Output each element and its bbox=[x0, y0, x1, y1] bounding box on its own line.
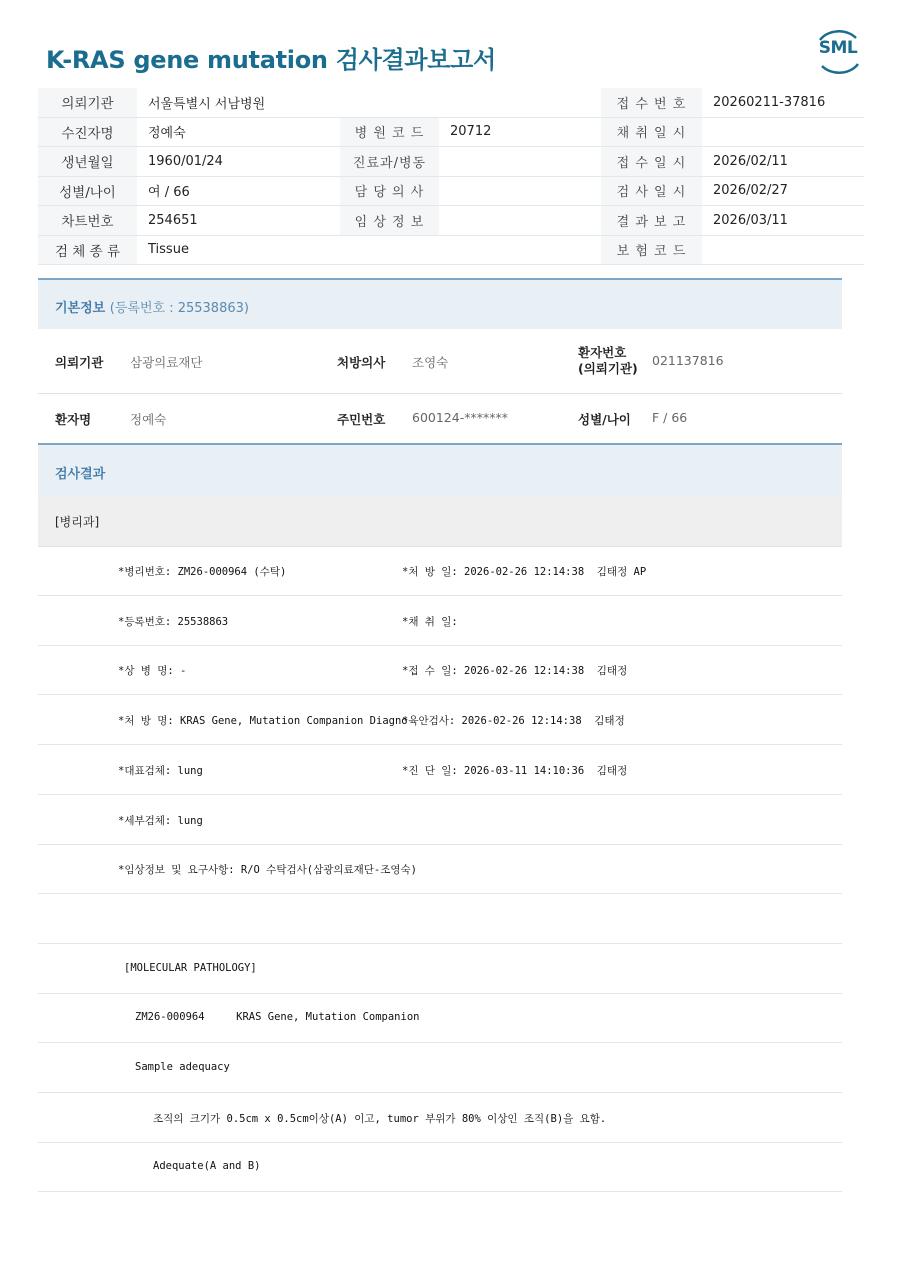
basic-info-row-2 bbox=[38, 393, 842, 443]
info-label: 결 과 보 고 bbox=[601, 206, 702, 236]
pathology-dept-row bbox=[38, 496, 842, 547]
info-value: 20712 bbox=[439, 117, 601, 147]
info-value bbox=[439, 206, 601, 236]
info-value: 여 / 66 bbox=[137, 176, 340, 206]
result-row-left: *임상정보 및 요구사항: R/O 수탁검사(삼광의료재단-조영숙) bbox=[118, 864, 418, 877]
patient-info-table bbox=[38, 88, 864, 265]
result-row-left: Adequate(A and B) bbox=[153, 1160, 261, 1173]
requesting-institution-label: 의뢰기관 bbox=[55, 355, 104, 370]
result-row-left: *등록번호: 25538863 bbox=[118, 615, 229, 628]
info-label: 담 당 의 사 bbox=[340, 176, 439, 206]
patient-number-label-line1: 환자번호 bbox=[578, 345, 627, 360]
sml-logo bbox=[812, 30, 864, 76]
info-row bbox=[38, 88, 864, 117]
sex-age-value: F / 66 bbox=[652, 410, 688, 425]
result-row bbox=[38, 546, 842, 596]
info-label: 접 수 일 시 bbox=[601, 147, 702, 177]
basic-info-row-1 bbox=[38, 329, 842, 394]
prescribing-doctor-value: 조영숙 bbox=[412, 355, 449, 370]
result-row-left: *처 방 명: KRAS Gene, Mutation Companion Diagno bbox=[118, 715, 408, 728]
info-label: 보 험 코 드 bbox=[601, 235, 702, 265]
basic-info-header bbox=[38, 278, 842, 329]
info-value: 정예숙 bbox=[137, 117, 340, 147]
basic-info-title: 기본정보 bbox=[55, 301, 106, 316]
logo-text: SML bbox=[818, 38, 858, 58]
result-row bbox=[38, 596, 842, 646]
info-label: 수진자명 bbox=[38, 117, 137, 147]
info-value bbox=[439, 147, 601, 177]
info-value: 2026/03/11 bbox=[702, 206, 864, 236]
prescribing-doctor-label: 처방의사 bbox=[337, 355, 386, 370]
info-row bbox=[38, 235, 864, 265]
info-value: Tissue bbox=[137, 235, 340, 265]
result-row-left: *병리번호: ZM26-000964 (수탁) bbox=[118, 566, 287, 578]
info-label bbox=[340, 235, 439, 265]
info-value bbox=[439, 88, 601, 117]
info-label: 진료과/병동 bbox=[340, 147, 439, 177]
patient-number-label-line2: (의뢰기관) bbox=[578, 361, 638, 376]
result-row-right: *접 수 일: 2026-02-26 12:14:38 김태정 bbox=[402, 665, 628, 678]
info-label bbox=[340, 88, 439, 117]
result-row bbox=[38, 844, 842, 894]
info-label: 생년월일 bbox=[38, 147, 137, 177]
info-row bbox=[38, 147, 864, 177]
results-title: 검사결과 bbox=[55, 467, 106, 482]
info-value: 20260211-37816 bbox=[702, 88, 864, 117]
sex-age-label: 성별/나이 bbox=[578, 412, 631, 427]
results-header bbox=[38, 443, 842, 496]
registration-number: (등록번호 : 25538863) bbox=[109, 301, 249, 316]
info-label: 검 체 종 류 bbox=[38, 235, 137, 265]
info-value: 254651 bbox=[137, 206, 340, 236]
patient-name-value: 정예숙 bbox=[130, 412, 167, 427]
info-label: 검 사 일 시 bbox=[601, 176, 702, 206]
info-label: 차트번호 bbox=[38, 206, 137, 236]
result-row-left: ZM26-000964 KRAS Gene, Mutation Companion bbox=[135, 1011, 420, 1024]
info-value bbox=[439, 176, 601, 206]
patient-number-label bbox=[578, 345, 638, 377]
patient-number-value: 021137816 bbox=[652, 353, 724, 368]
pathology-dept-label: [병리과] bbox=[55, 515, 100, 529]
info-label: 접 수 번 호 bbox=[601, 88, 702, 117]
result-row bbox=[38, 944, 842, 994]
info-value: 서울특별시 서남병원 bbox=[137, 88, 340, 117]
info-value bbox=[439, 235, 601, 265]
result-row-left: Sample adequacy bbox=[135, 1061, 230, 1073]
info-label: 의뢰기관 bbox=[38, 88, 137, 117]
result-row-right: *처 방 일: 2026-02-26 12:14:38 김태정 AP bbox=[402, 566, 647, 578]
info-value: 2026/02/11 bbox=[702, 147, 864, 177]
result-row-left: *대표검체: lung bbox=[118, 764, 203, 777]
result-row-right: *육안검사: 2026-02-26 12:14:38 김태정 bbox=[402, 715, 625, 728]
result-row bbox=[38, 993, 842, 1043]
info-value: 1960/01/24 bbox=[137, 147, 340, 177]
info-value bbox=[702, 235, 864, 265]
resident-number-value: 600124-******* bbox=[412, 410, 508, 425]
requesting-institution-value: 삼광의료재단 bbox=[130, 355, 203, 370]
info-row bbox=[38, 206, 864, 236]
result-row bbox=[38, 795, 842, 845]
result-row bbox=[38, 1142, 842, 1192]
info-label: 채 취 일 시 bbox=[601, 117, 702, 147]
result-row bbox=[38, 1043, 842, 1093]
info-label: 임 상 정 보 bbox=[340, 206, 439, 236]
result-row-left: 조직의 크기가 0.5cm x 0.5cm이상(A) 이고, tumor 부위가 80% 이상인 조직(B)을 요함. bbox=[153, 1112, 607, 1125]
info-label: 병 원 코 드 bbox=[340, 117, 439, 147]
result-row bbox=[38, 695, 842, 745]
info-value bbox=[702, 117, 864, 147]
info-row bbox=[38, 117, 864, 147]
info-row bbox=[38, 176, 864, 206]
resident-number-label: 주민번호 bbox=[337, 412, 386, 427]
result-row-right: *채 취 일: bbox=[402, 615, 458, 628]
result-row-left: [MOLECULAR PATHOLOGY] bbox=[124, 961, 257, 974]
result-row-left: *세부검체: lung bbox=[118, 814, 203, 827]
result-row bbox=[38, 1093, 842, 1143]
info-value: 2026/02/27 bbox=[702, 176, 864, 206]
result-row-left: *상 병 명: - bbox=[118, 665, 187, 678]
info-label: 성별/나이 bbox=[38, 176, 137, 206]
patient-name-label: 환자명 bbox=[55, 412, 92, 427]
report-title: K-RAS gene mutation 검사결과보고서 bbox=[46, 46, 496, 74]
result-row bbox=[38, 645, 842, 695]
result-row-right: *진 단 일: 2026-03-11 14:10:36 김태정 bbox=[402, 764, 628, 777]
result-row bbox=[38, 745, 842, 795]
result-row bbox=[38, 894, 842, 944]
